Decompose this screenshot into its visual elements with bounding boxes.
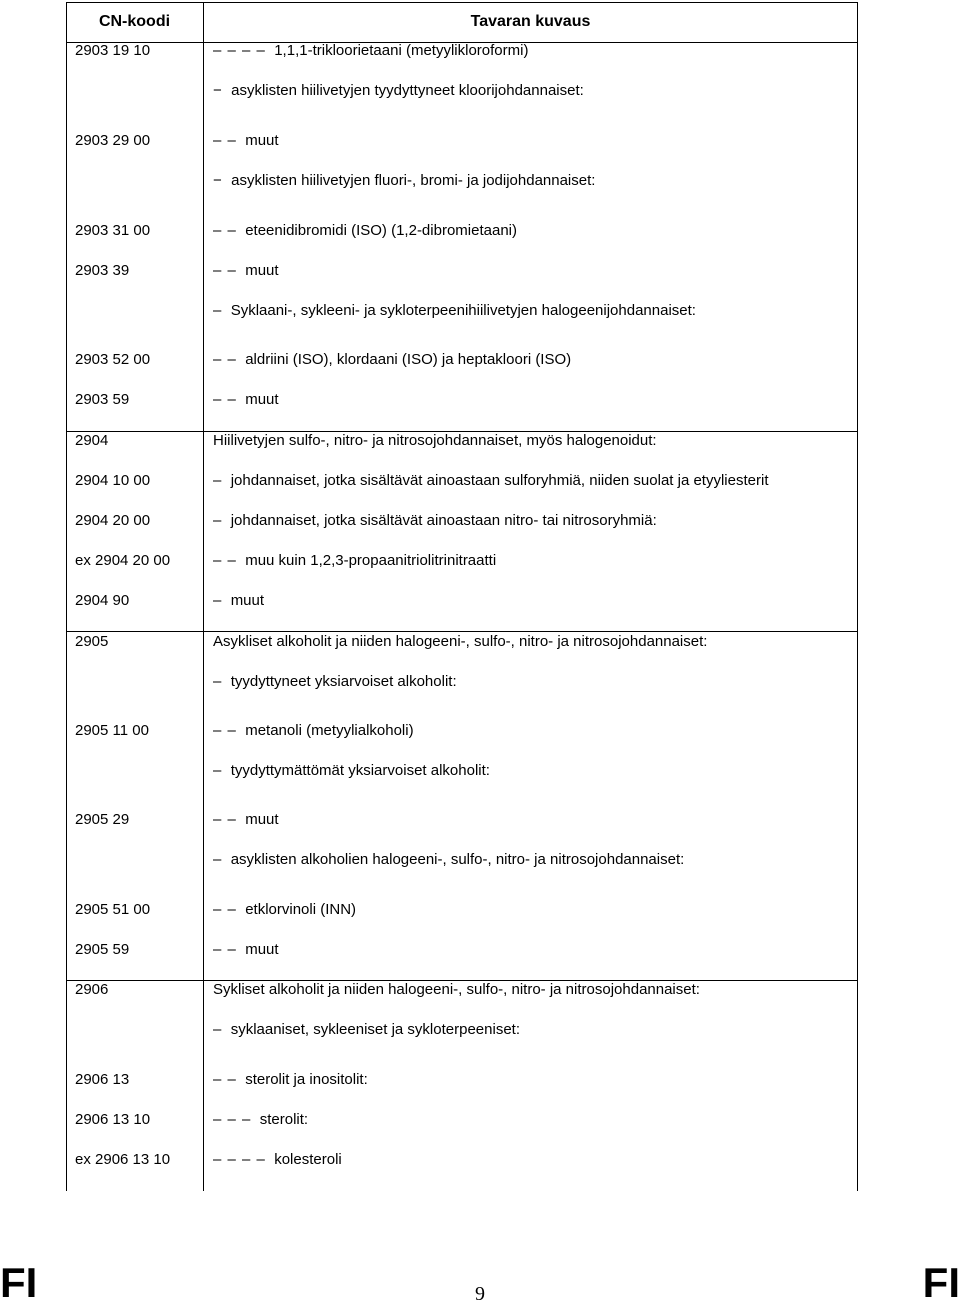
- indent-dashes: – –: [213, 391, 237, 408]
- indent-dashes: –: [213, 762, 223, 779]
- table-row: [66, 299, 858, 323]
- indent-dashes: – –: [213, 901, 237, 918]
- header-description: Tavaran kuvaus: [470, 13, 591, 30]
- description-text: asyklisten hiilivetyjen fluori-, bromi- ja jodijohdannaiset:: [231, 172, 596, 189]
- indent-dashes: – –: [213, 722, 237, 739]
- indent-dashes: – –: [213, 552, 237, 569]
- cn-code-cell: 2904 90: [75, 592, 130, 609]
- description-cell: [213, 719, 414, 743]
- indent-dashes: – – – –: [213, 1151, 266, 1168]
- table-row: [66, 169, 858, 193]
- description-cell: [213, 509, 657, 533]
- cn-code-cell: 2906 13 10: [75, 1111, 151, 1128]
- table-row: [66, 978, 858, 1002]
- description-cell: [213, 39, 528, 63]
- description-cell: [213, 898, 356, 922]
- table-row: [66, 219, 858, 243]
- cn-code-table: [66, 2, 858, 1191]
- description-cell: [213, 129, 279, 153]
- table-row: [66, 39, 858, 63]
- table-row: [66, 670, 858, 694]
- description-text: muut: [245, 391, 279, 408]
- description-cell: [213, 759, 490, 783]
- indent-dashes: – –: [213, 941, 237, 958]
- description-text: muut: [245, 811, 279, 828]
- description-text: johdannaiset, jotka sisältävät ainoastaan sulforyhmiä, niiden suolat ja etyyliesterit: [230, 472, 769, 489]
- table-row: [66, 589, 858, 613]
- cn-code-cell: 2904 20 00: [75, 512, 151, 529]
- page-number: 9: [475, 1283, 485, 1305]
- cn-code-cell: 2905 29: [75, 811, 130, 828]
- cn-code-cell: 2903 19 10: [75, 42, 151, 59]
- description-text: eteenidibromidi (ISO) (1,2-dibromietaani): [245, 222, 517, 239]
- description-text: metanoli (metyylialkoholi): [245, 722, 414, 739]
- footer-language-right: FI: [922, 1259, 960, 1306]
- description-text: asyklisten hiilivetyjen tyydyttyneet kloorijohdannaiset:: [231, 82, 584, 99]
- cn-code-cell: 2906 13: [75, 1071, 130, 1088]
- table-row: [66, 1018, 858, 1042]
- footer-language-left: FI: [0, 1259, 38, 1306]
- description-cell: [213, 549, 496, 573]
- description-cell: [213, 589, 264, 613]
- table-row: [66, 549, 858, 573]
- indent-dashes: –: [213, 673, 223, 690]
- indent-dashes: – –: [213, 1071, 237, 1088]
- description-text: muut: [245, 262, 279, 279]
- description-text: Hiilivetyjen sulfo-, nitro- ja nitrosojohdannaiset, myös halogenoidut:: [213, 432, 657, 449]
- description-text: asyklisten alkoholien halogeeni-, sulfo-, nitro- ja nitrosojohdannaiset:: [230, 851, 685, 868]
- indent-dashes: –: [213, 1021, 223, 1038]
- description-text: tyydyttyneet yksiarvoiset alkoholit:: [230, 673, 457, 690]
- description-cell: [213, 630, 707, 654]
- table-row: [66, 388, 858, 412]
- indent-dashes: −: [213, 172, 223, 189]
- indent-dashes: – –: [213, 262, 237, 279]
- description-cell: [213, 79, 584, 103]
- description-text: johdannaiset, jotka sisältävät ainoastaan nitro- tai nitrosoryhmiä:: [230, 512, 657, 529]
- description-text: Syklaani-, sykleeni- ja sykloterpeenihiilivetyjen halogeenijohdannaiset:: [230, 302, 696, 319]
- description-cell: [213, 388, 279, 412]
- cn-code-cell: ex 2906 13 10: [75, 1151, 171, 1168]
- description-cell: [213, 1068, 368, 1092]
- table-row: [66, 808, 858, 832]
- description-text: Asykliset alkoholit ja niiden halogeeni-, sulfo-, nitro- ja nitrosojohdannaiset:: [213, 633, 708, 650]
- indent-dashes: – – – –: [213, 42, 266, 59]
- table-row: [66, 1068, 858, 1092]
- description-text: sterolit ja inositolit:: [245, 1071, 368, 1088]
- description-cell: [213, 808, 279, 832]
- table-row: [66, 129, 858, 153]
- description-cell: [213, 848, 684, 872]
- table-row: [66, 429, 858, 453]
- indent-dashes: – –: [213, 132, 237, 149]
- table-row: [66, 259, 858, 283]
- cn-code-cell: 2904: [75, 432, 109, 449]
- indent-dashes: –: [213, 851, 223, 868]
- description-cell: [213, 348, 571, 372]
- cn-code-cell: 2905: [75, 633, 109, 650]
- description-text: kolesteroli: [274, 1151, 342, 1168]
- cn-code-cell: 2903 39: [75, 262, 130, 279]
- description-cell: [213, 938, 279, 962]
- indent-dashes: –: [213, 302, 223, 319]
- description-text: sterolit:: [259, 1111, 309, 1128]
- description-cell: [213, 259, 279, 283]
- description-cell: [213, 219, 517, 243]
- cn-code-cell: 2903 31 00: [75, 222, 151, 239]
- indent-dashes: – – –: [213, 1111, 252, 1128]
- cn-code-cell: 2904 10 00: [75, 472, 151, 489]
- indent-dashes: – –: [213, 222, 237, 239]
- description-cell: [213, 1018, 520, 1042]
- indent-dashes: –: [213, 592, 223, 609]
- description-text: syklaaniset, sykleeniset ja sykloterpeeniset:: [230, 1021, 520, 1038]
- cn-code-cell: 2906: [75, 981, 109, 998]
- description-text: tyydyttymättömät yksiarvoiset alkoholit:: [230, 762, 490, 779]
- description-text: aldriini (ISO), klordaani (ISO) ja heptakloori (ISO): [245, 351, 572, 368]
- indent-dashes: –: [213, 512, 223, 529]
- table-row: [66, 1148, 858, 1172]
- cn-code-cell: 2905 59: [75, 941, 130, 958]
- table-row: [66, 630, 858, 654]
- cn-code-cell: 2905 51 00: [75, 901, 151, 918]
- description-cell: [213, 469, 769, 493]
- table-row: [66, 469, 858, 493]
- table-row: [66, 759, 858, 783]
- header-cn-code: CN-koodi: [98, 13, 171, 30]
- table-row: [66, 509, 858, 533]
- indent-dashes: – –: [213, 811, 237, 828]
- description-cell: [213, 429, 657, 453]
- cn-code-cell: 2903 52 00: [75, 351, 151, 368]
- table-row: [66, 719, 858, 743]
- table-row: [66, 79, 858, 103]
- description-cell: [213, 169, 595, 193]
- table-row: [66, 898, 858, 922]
- description-cell: [213, 299, 696, 323]
- description-text: muut: [245, 132, 279, 149]
- table-row: [66, 348, 858, 372]
- indent-dashes: –: [213, 472, 223, 489]
- description-text: muu kuin 1,2,3-propaanitriolitrinitraatti: [245, 552, 497, 569]
- cn-code-cell: 2903 59: [75, 391, 130, 408]
- description-cell: [213, 1108, 308, 1132]
- description-text: Sykliset alkoholit ja niiden halogeeni-, sulfo-, nitro- ja nitrosojohdannaiset:: [213, 981, 700, 998]
- description-cell: [213, 978, 700, 1002]
- table-row: [66, 938, 858, 962]
- table-row: [66, 848, 858, 872]
- cn-code-cell: 2903 29 00: [75, 132, 151, 149]
- cn-code-cell: ex 2904 20 00: [75, 552, 171, 569]
- description-text: etklorvinoli (INN): [245, 901, 357, 918]
- table-row: [66, 1108, 858, 1132]
- indent-dashes: −: [213, 82, 223, 99]
- cn-code-cell: 2905 11 00: [75, 722, 149, 739]
- description-cell: [213, 1148, 342, 1172]
- description-text: muut: [230, 592, 265, 609]
- description-text: muut: [245, 941, 279, 958]
- description-text: 1,1,1-trikloorietaani (metyylikloroformi): [274, 42, 529, 59]
- description-cell: [213, 670, 457, 694]
- indent-dashes: – –: [213, 351, 237, 368]
